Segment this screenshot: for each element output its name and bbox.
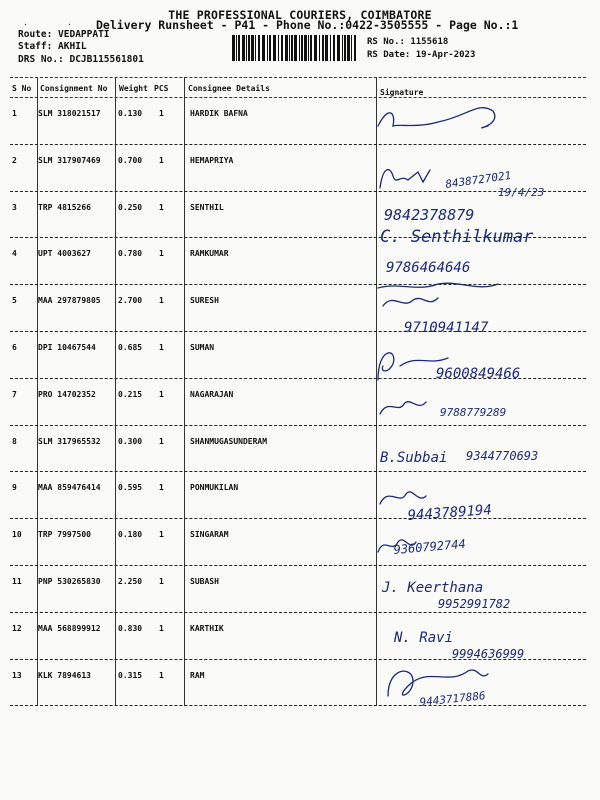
row-weight: 0.215	[118, 389, 143, 399]
svg-text:9788779289: 9788779289	[440, 406, 507, 419]
svg-text:9994636999: 9994636999	[452, 647, 525, 661]
row-consignee: SINGARAM	[190, 530, 229, 540]
svg-text:19/4/23: 19/4/23	[498, 186, 545, 199]
row-sno: 4	[12, 249, 17, 259]
svg-text:B.Subbai: B.Subbai	[380, 450, 448, 466]
col-header-consignee: Consignee Details	[188, 84, 270, 93]
col-header-signature: Signature	[380, 88, 424, 97]
row-pcs: 1	[159, 155, 164, 165]
scan-dot: .	[23, 18, 28, 27]
row-pcs: 1	[159, 389, 164, 399]
svg-text:9842378879: 9842378879	[384, 206, 475, 224]
table-top-border	[10, 77, 586, 78]
row-consignment: PNP 530265830	[38, 577, 101, 586]
row-sno: 1	[12, 109, 17, 118]
rs-date: RS Date: 19-Apr-2023	[367, 50, 476, 60]
row-weight: 0.595	[118, 483, 143, 493]
row-consignment: TRP 4815266	[38, 202, 91, 212]
row-pcs: 1	[159, 343, 164, 352]
row-consignment: TRP 7997500	[38, 530, 91, 540]
row-consignee: SUMAN	[190, 343, 215, 352]
row-consignment: DPI 10467544	[38, 343, 96, 352]
svg-text:9443717886: 9443717886	[418, 689, 487, 709]
row-sno: 3	[12, 202, 17, 212]
row-sno: 13	[12, 670, 22, 680]
row-consignment: MAA 568899912	[38, 623, 101, 633]
row-consignee: SURESH	[190, 296, 219, 306]
row-sno: 11	[12, 577, 22, 586]
svg-text:N. Ravi: N. Ravi	[394, 630, 454, 646]
row-weight: 0.315	[118, 670, 143, 680]
row-sno: 7	[12, 389, 17, 399]
row-pcs: 1	[159, 670, 164, 680]
route-label: Route: VEDAPPATI	[18, 29, 110, 40]
row-consignee: PONMUKILAN	[190, 483, 239, 493]
svg-text:9952991782: 9952991782	[438, 597, 511, 611]
row-consignee: SENTHIL	[190, 202, 224, 212]
staff-label: Staff: AKHIL	[18, 41, 87, 52]
row-pcs: 1	[159, 202, 164, 212]
row-consignment: PRO 14702352	[38, 389, 96, 399]
row-consignment: UPT 4003627	[38, 249, 91, 259]
col-header-weight: Weight	[119, 84, 148, 93]
svg-text:J. Keerthana: J. Keerthana	[382, 580, 484, 596]
row-consignee: KARTHIK	[190, 623, 224, 633]
row-pcs: 1	[159, 623, 164, 633]
row-consignee: SHANMUGASUNDERAM	[190, 436, 268, 446]
row-pcs: 1	[159, 530, 164, 540]
scan-dot: .	[67, 18, 72, 27]
row-consignment: KLK 7894613	[38, 670, 91, 680]
row-weight: 2.250	[118, 577, 143, 586]
svg-text:9360792744: 9360792744	[393, 536, 467, 557]
svg-text:9600849466: 9600849466	[436, 366, 521, 382]
row-consignment: SLM 317907469	[38, 155, 101, 165]
row-consignee: SUBASH	[190, 577, 219, 586]
signature-scribbles	[368, 96, 588, 708]
row-consignee: RAM	[190, 670, 205, 680]
row-weight: 0.830	[118, 623, 143, 633]
company-title: THE PROFESSIONAL COURIERS, COIMBATORE	[168, 8, 432, 22]
row-pcs: 1	[159, 249, 164, 259]
row-consignee: HEMAPRIYA	[190, 155, 234, 165]
runsheet-subtitle: Delivery Runsheet - P41 - Phone No.:0422-3505555 - Page No.:1	[96, 18, 519, 32]
row-consignee: RAMKUMAR	[190, 249, 229, 259]
row-pcs: 1	[159, 109, 164, 118]
row-weight: 0.250	[118, 202, 143, 212]
row-weight: 0.300	[118, 436, 143, 446]
row-consignment: MAA 859476414	[38, 483, 101, 493]
svg-text:9443789194: 9443789194	[407, 502, 493, 524]
row-pcs: 1	[159, 436, 164, 446]
row-consignment: SLM 317965532	[38, 436, 101, 446]
col-header-consignment: Consignment No	[40, 84, 108, 93]
svg-text:C. Senthilkumar: C. Senthilkumar	[380, 227, 534, 247]
row-weight: 0.700	[118, 155, 143, 165]
svg-text:9043477350: 9043477350	[455, 131, 520, 149]
row-consignment: SLM 318021517	[38, 109, 101, 118]
svg-text:9710941147: 9710941147	[404, 320, 489, 336]
row-sno: 9	[12, 483, 17, 493]
row-weight: 0.780	[118, 249, 143, 259]
row-pcs: 1	[159, 483, 164, 493]
svg-text:9344770693: 9344770693	[466, 449, 539, 463]
row-sno: 2	[12, 155, 17, 165]
row-sno: 6	[12, 343, 17, 352]
row-sno: 12	[12, 623, 22, 633]
rs-number: RS No.: 1155618	[367, 37, 449, 47]
row-sno: 5	[12, 296, 17, 306]
row-weight: 0.130	[118, 109, 143, 118]
col-header-pcs: PCS	[154, 84, 169, 93]
col-header-sno: S No	[12, 84, 32, 93]
row-pcs: 1	[159, 577, 164, 586]
svg-text:9786464646: 9786464646	[386, 260, 471, 276]
row-consignment: MAA 297879805	[38, 296, 101, 306]
row-weight: 2.700	[118, 296, 143, 306]
row-weight: 0.685	[118, 343, 143, 352]
barcode-icon	[232, 35, 358, 61]
row-sno: 8	[12, 436, 17, 446]
drs-number: DRS No.: DCJB115561801	[18, 54, 144, 65]
svg-text:8438727021: 8438727021	[444, 168, 513, 191]
row-weight: 0.180	[118, 530, 143, 540]
row-sno: 10	[12, 530, 22, 540]
row-consignee: NAGARAJAN	[190, 389, 234, 399]
row-pcs: 1	[159, 296, 164, 306]
row-consignee: HARDIK BAFNA	[190, 109, 248, 118]
